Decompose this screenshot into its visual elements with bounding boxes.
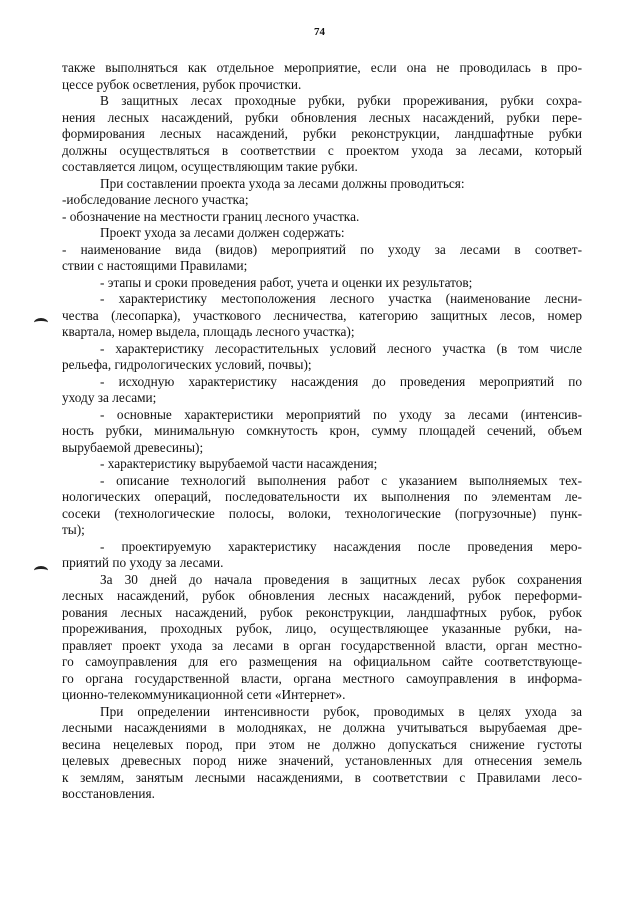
text-line: - описание технологий выполнения работ с указанием выполняемых тех- [100, 472, 582, 488]
text-line: весина нецелевых пород, при этом не должно допускаться снижение густоты [62, 736, 582, 752]
margin-mark-icon [34, 318, 48, 327]
text-line: - обозначение на местности границ лесного участка. [62, 208, 360, 224]
text-line: правляет проект ухода за лесами в орган государственной власти, орган местно- [62, 637, 582, 653]
text-line: формирования лесных насаждений, рубки реконструкции, ландшафтные рубки [62, 126, 582, 141]
text-line: - основные характеристики мероприятий по уходу за лесами (интенсив- [100, 406, 582, 422]
text-line: За 30 дней до начала проведения в защитных лесах рубок сохранения [100, 571, 582, 587]
text-line: -иобследование лесного участка; [62, 192, 249, 207]
text-line: должны осуществляться в соответствии с проектом ухода за лесами, который [62, 142, 582, 158]
text-line: При определении интенсивности рубок, проводимых в целях ухода за [100, 703, 582, 719]
text-line: целевых древесных пород ниже значений, установленных для отнесения земель [62, 753, 582, 768]
text-line: составляется лицом, осуществляющим такие рубки. [62, 159, 358, 174]
text-line: нологических операций, последовательности их выполнения по элементам ле- [62, 489, 582, 504]
text-line: приятий по уходу за лесами. [62, 555, 224, 570]
text-line: рования лесных насаждений, рубок реконструкции, ландшафтных рубок, рубок [62, 604, 582, 620]
text-line: ность рубки, минимальную сомкнутость крон, сумму площадей сечений, объем [62, 423, 582, 438]
text-line: - проектируемую характеристику насаждения после проведения меро- [100, 538, 582, 554]
text-line: - характеристику местоположения лесного участка (наименование лесни- [100, 291, 582, 306]
text-line: нения лесных насаждений, рубки обновления лесных насаждений, рубки пере- [62, 109, 582, 125]
text-line: восстановления. [62, 786, 155, 801]
text-line: рельефа, гидрологических условий, почвы); [62, 357, 312, 372]
text-line: В защитных лесах проходные рубки, рубки прореживания, рубки сохра- [100, 93, 582, 108]
text-line: - характеристику вырубаемой части насаждения; [100, 456, 378, 471]
text-line: также выполняться как отдельное мероприятие, если она не проводилась в про- [62, 60, 582, 75]
page-number: 74 [314, 26, 325, 38]
text-line: к землям, занятым лесными насаждениями, в соответствии с Правилами лесо- [62, 769, 582, 785]
text-line: - этапы и сроки проведения работ, учета и оценки их результатов; [100, 274, 473, 290]
text-line: При составлении проекта ухода за лесами должны проводиться: [100, 175, 465, 191]
text-line: чества (лесопарка), участкового лесничества, категорию защитных лесов, номер [62, 307, 582, 323]
text-line: цессе рубок осветления, рубок прочистки. [62, 76, 302, 92]
text-line: го органа государственной власти, органа местного самоуправления в информа- [62, 670, 582, 686]
body-text [62, 60, 582, 803]
text-line: лесными насаждениями в молодняках, не должна учитываться вырубаемая дре- [62, 720, 582, 735]
text-line: - характеристику лесорастительных условий лесного участка (в том числе [100, 340, 582, 356]
text-line: Проект ухода за лесами должен содержать: [100, 225, 345, 240]
margin-mark-icon [34, 566, 48, 575]
text-line: ционно-телекоммуникационной сети «Интернет». [62, 687, 346, 702]
text-line: - наименование вида (видов) мероприятий по уходу за лесами в соответ- [62, 241, 582, 257]
text-line: сосеки (технологические полосы, волоки, технологические (погрузочные) пунк- [62, 505, 582, 521]
text-line: вырубаемой древесины); [62, 439, 204, 455]
text-line: - исходную характеристику насаждения до проведения мероприятий по [100, 373, 582, 389]
text-line: ствии с настоящими Правилами; [62, 258, 248, 273]
text-line: прореживания, проходных рубок, лицо, осуществляющее указанные рубки, на- [62, 621, 582, 636]
text-line: ты); [62, 522, 85, 537]
text-line: уходу за лесами; [62, 390, 157, 405]
text-line: лесных насаждений, рубок обновления лесных насаждений, рубок переформи- [62, 588, 582, 603]
text-line: квартала, номер выдела, площадь лесного участка); [62, 324, 355, 339]
text-line: го самоуправления для его размещения на официальном сайте соответствующе- [62, 654, 582, 669]
